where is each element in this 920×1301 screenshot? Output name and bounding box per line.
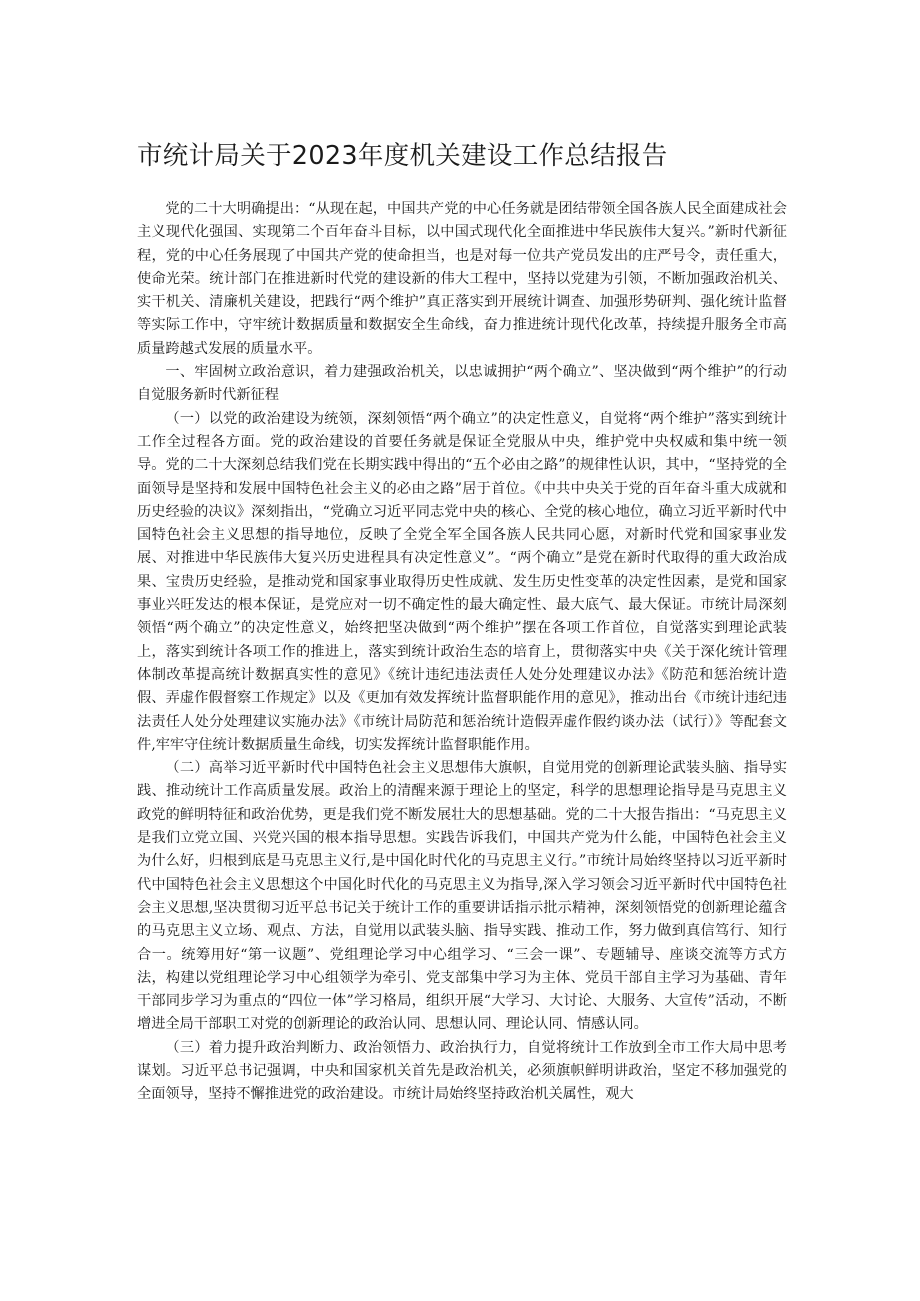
paragraph-subsection-1: （一）以党的政治建设为统领，深刻领悟“两个确立”的决定性意义，自觉将“两个维护”落实到统计工作全过程各方面。党的政治建设的首要任务就是保证全党服从中央，维护党中央权威和集中统一领导。党的二十大深刻总结我们党在长期实践中得出的“五个必由之路”的规律性认识，其中，“坚持党的全面领导是坚持和发展中国特色社会主义的必由之路”居于首位。《中共中央关于党的百年奋斗重大成就和历史经验的决议》深刻指出，“党确立习近平同志党中央的核心、全党的核心地位，确立习近平新时代中国特色社会主义思想的指导地位，反映了全党全军全国各族人民共同心愿，对新时代党和国家事业发展、对推进中华民族伟大复兴历史进程具有决定性意义”。“两个确立”是党在新时代取得的重大政治成果、宝贵历史经验，是推动党和国家事业取得历史性成就、发生历史性变革的决定性因素，是党和国家事业兴旺发达的根本保证，是党应对一切不确定性的最大确定性、最大底气、最大保证。市统计局深刻领悟“两个确立”的决定性意义，始终把坚决做到“两个维护”摆在各项工作首位，自觉落实到理论武装上，落实到统计各项工作的推进上，落实到统计政治生态的培育上，贯彻落实中央《关于深化统计管理体制改革提高统计数据真实性的意见》《统计违纪违法责任人处分处理建议办法》《防范和惩治统计造假、弄虚作假督察工作规定》以及《更加有效发挥统计监督职能作用的意见》，推动出台《市统计违纪违法责任人处分处理建议实施办法》《市统计局防范和惩治统计造假弄虚作假约谈办法（试行）》等配套文件,牢牢守住统计数据质量生命线，切实发挥统计监督职能作用。	[137, 410, 787, 753]
paragraph-subsection-2: （二）高举习近平新时代中国特色社会主义思想伟大旗帜，自觉用党的创新理论武装头脑、指导实践、推动统计工作高质量发展。政治上的清醒来源于理论上的坚定，科学的思想理论指导是马克思主义政党的鲜明特征和政治优势，更是我们党不断发展壮大的思想基础。党的二十大报告指出：“马克思主义是我们立党立国、兴党兴国的根本指导思想。实践告诉我们，中国共产党为什么能，中国特色社会主义为什么好，归根到底是马克思主义行,是中国化时代化的马克思主义行。”市统计局始终坚持以习近平新时代中国特色社会主义思想这个中国化时代化的马克思主义为指导,深入学习领会习近平新时代中国特色社会主义思想,坚决贯彻习近平总书记关于统计工作的重要讲话指示批示精神，深刻领悟党的创新理论蕴含的马克思主义立场、观点、方法，自觉用以武装头脑、指导实践、推动工作，努力做到真信笃行、知行合一。统筹用好“第一议题”、党组理论学习中心组学习、“三会一课”、专题辅导、座谈交流等方式方法，构建以党组理论学习中心组领学为牵引、党支部集中学习为主体、党员干部自主学习为基础、青年干部同步学习为重点的“四位一体”学习格局，组织开展“大学习、大讨论、大服务、大宣传”活动，不断增进全局干部职工对党的创新理论的政治认同、思想认同、理论认同、情感认同。	[137, 760, 787, 1033]
section-heading-1: 一、牢固树立政治意识，着力建强政治机关，以忠诚拥护“两个确立”、坚决做到“两个维护”的行动自觉服务新时代新征程	[137, 364, 787, 404]
document-title: 市统计局关于2023年度机关建设工作总结报告	[137, 141, 668, 171]
paragraph-intro: 党的二十大明确提出：“从现在起，中国共产党的中心任务就是团结带领全国各族人民全面建成社会主义现代化强国、实现第二个百年奋斗目标，以中国式现代化全面推进中华民族伟大复兴。”新时代新征程，党的中心任务展现了中国共产党的使命担当，也是对每一位共产党员发出的庄严号令，责任重大，使命光荣。统计部门在推进新时代党的建设新的伟大工程中，坚持以党建为引领，不断加强政治机关、实干机关、清廉机关建设，把践行“两个维护”真正落实到开展统计调查、加强形势研判、强化统计监督等实际工作中，守牢统计数据质量和数据安全生命线，奋力推进统计现代化改革，持续提升服务全市高质量跨越式发展的质量水平。	[137, 201, 787, 357]
document-page	[137, 136, 787, 1107]
paragraph-subsection-3: （三）着力提升政治判断力、政治领悟力、政治执行力，自觉将统计工作放到全市工作大局中思考谋划。习近平总书记强调，中央和国家机关首先是政治机关，必须旗帜鲜明讲政治，坚定不移加强党的全面领导，坚持不懈推进党的政治建设。市统计局始终坚持政治机关属性，观大	[137, 1039, 787, 1103]
